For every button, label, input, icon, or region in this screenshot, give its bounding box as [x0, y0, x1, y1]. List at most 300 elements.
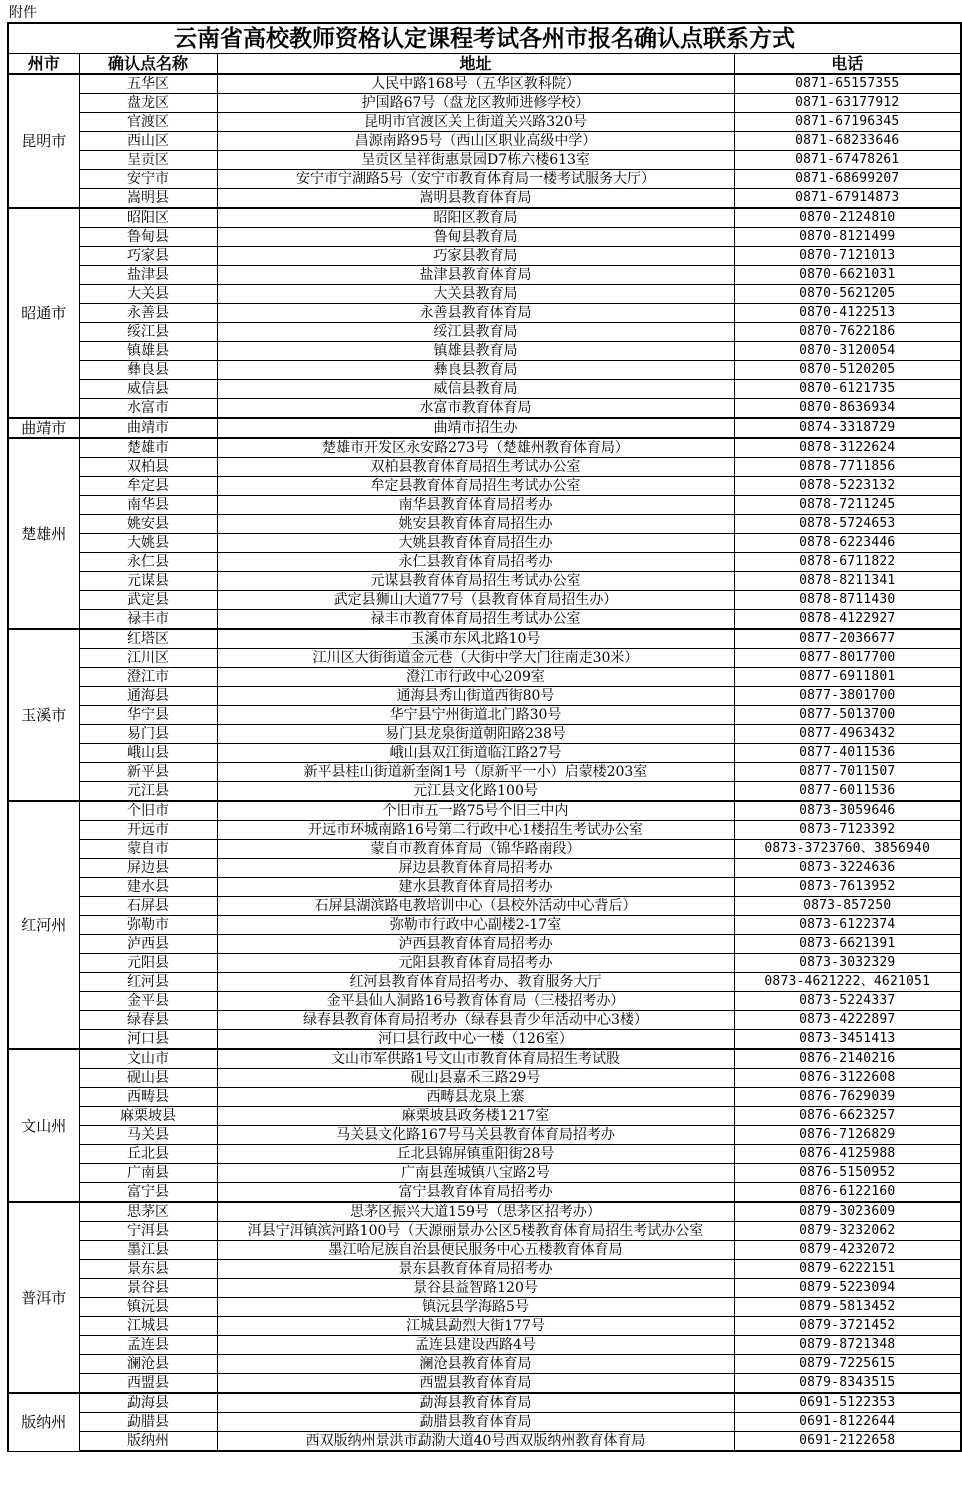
table-row: [8, 1126, 961, 1145]
phone-cell: 0876-3122608: [734, 1069, 961, 1088]
phone-cell: 0870-3120054: [734, 342, 961, 361]
phone-cell: 0873-4222897: [734, 1011, 961, 1030]
phone-cell: 0876-6122160: [734, 1183, 961, 1203]
table-row: [8, 228, 961, 247]
table-row: [8, 1049, 961, 1069]
header-city: 州市: [8, 54, 79, 75]
point-cell: 楚雄市: [79, 438, 217, 458]
contact-table: [7, 22, 962, 1452]
phone-cell: 0871-67196345: [734, 113, 961, 132]
phone-cell: 0878-7711856: [734, 458, 961, 477]
point-cell: 孟连县: [79, 1336, 217, 1355]
point-cell: 姚安县: [79, 515, 217, 534]
phone-cell: 0871-68233646: [734, 132, 961, 151]
point-cell: 马关县: [79, 1126, 217, 1145]
phone-cell: 0879-3232062: [734, 1222, 961, 1241]
point-cell: 广南县: [79, 1164, 217, 1183]
phone-cell: 0877-6011536: [734, 782, 961, 802]
address-cell: 马关县文化路167号马关县教育体育局招考办: [217, 1126, 734, 1145]
table-row: [8, 94, 961, 113]
table-row: [8, 304, 961, 323]
table-row: [8, 74, 961, 94]
phone-cell: 0879-7225615: [734, 1355, 961, 1374]
table-row: [8, 132, 961, 151]
phone-cell: 0871-67478261: [734, 151, 961, 170]
city-cell: 普洱市: [8, 1202, 79, 1393]
table-row: [8, 418, 961, 438]
phone-cell: 0878-6223446: [734, 534, 961, 553]
address-cell: 威信县教育局: [217, 380, 734, 399]
address-cell: 开远市环城南路16号第二行政中心1楼招生考试办公室: [217, 821, 734, 840]
address-cell: 通海县秀山街道西街80号: [217, 687, 734, 706]
header-point: 确认点名称: [79, 54, 217, 75]
phone-cell: 0877-7011507: [734, 763, 961, 782]
table-row: [8, 1088, 961, 1107]
table-row: [8, 1374, 961, 1394]
address-cell: 勐腊县教育体育局: [217, 1413, 734, 1432]
phone-cell: 0878-4122927: [734, 610, 961, 630]
phone-cell: 0870-8121499: [734, 228, 961, 247]
address-cell: 华宁县宁州街道北门路30号: [217, 706, 734, 725]
table-row: [8, 916, 961, 935]
point-cell: 勐海县: [79, 1393, 217, 1413]
phone-cell: 0877-2036677: [734, 629, 961, 649]
table-row: [8, 840, 961, 859]
address-cell: 南华县教育体育局招考办: [217, 496, 734, 515]
phone-cell: 0876-7126829: [734, 1126, 961, 1145]
address-cell: 盐津县教育体育局: [217, 266, 734, 285]
city-cell: 楚雄州: [8, 438, 79, 629]
phone-cell: 0877-8017700: [734, 649, 961, 668]
phone-cell: 0870-5120205: [734, 361, 961, 380]
table-row: [8, 361, 961, 380]
phone-cell: 0870-8636934: [734, 399, 961, 419]
table-row: [8, 649, 961, 668]
point-cell: 峨山县: [79, 744, 217, 763]
phone-cell: 0879-8343515: [734, 1374, 961, 1394]
address-cell: 巧家县教育局: [217, 247, 734, 266]
address-cell: 江川区大街街道金元巷（大街中学大门往南走30米）: [217, 649, 734, 668]
phone-cell: 0877-5013700: [734, 706, 961, 725]
city-cell: 曲靖市: [8, 418, 79, 438]
point-cell: 呈贡区: [79, 151, 217, 170]
point-cell: 西盟县: [79, 1374, 217, 1394]
header-row: [8, 54, 961, 75]
address-cell: 禄丰市教育体育局招生考试办公室: [217, 610, 734, 630]
point-cell: 蒙自市: [79, 840, 217, 859]
point-cell: 安宁市: [79, 170, 217, 189]
phone-cell: 0873-3059646: [734, 801, 961, 821]
point-cell: 大关县: [79, 285, 217, 304]
city-cell: 红河州: [8, 801, 79, 1049]
table-row: [8, 687, 961, 706]
address-cell: 武定县狮山大道77号（县教育体育局招生办）: [217, 591, 734, 610]
phone-cell: 0870-4122513: [734, 304, 961, 323]
table-row: [8, 1069, 961, 1088]
point-cell: 绥江县: [79, 323, 217, 342]
city-cell: 昆明市: [8, 74, 79, 208]
point-cell: 盘龙区: [79, 94, 217, 113]
phone-cell: 0877-4011536: [734, 744, 961, 763]
table-row: [8, 208, 961, 228]
header-address: 地址: [217, 54, 734, 75]
point-cell: 宁洱县: [79, 1222, 217, 1241]
address-cell: 昭阳区教育局: [217, 208, 734, 228]
phone-cell: 0873-7613952: [734, 878, 961, 897]
attachment-label: 附件: [9, 5, 37, 21]
phone-cell: 0873-4621222、4621051: [734, 973, 961, 992]
address-cell: 元江县文化路100号: [217, 782, 734, 802]
address-cell: 洱县宁洱镇滨河路100号（天源丽景办公区5楼教育体育局招生考试办公室: [217, 1222, 734, 1241]
table-row: [8, 1413, 961, 1432]
address-cell: 彝良县教育局: [217, 361, 734, 380]
address-cell: 西双版纳州景洪市勐泐大道40号西双版纳州教育体育局: [217, 1432, 734, 1452]
phone-cell: 0873-3224636: [734, 859, 961, 878]
table-row: [8, 458, 961, 477]
phone-cell: 0879-5223094: [734, 1279, 961, 1298]
table-row: [8, 706, 961, 725]
point-cell: 华宁县: [79, 706, 217, 725]
point-cell: 砚山县: [79, 1069, 217, 1088]
phone-cell: 0873-857250: [734, 897, 961, 916]
address-cell: 镇雄县教育局: [217, 342, 734, 361]
point-cell: 盐津县: [79, 266, 217, 285]
table-row: [8, 1298, 961, 1317]
point-cell: 版纳州: [79, 1432, 217, 1452]
phone-cell: 0873-3032329: [734, 954, 961, 973]
phone-cell: 0878-8711430: [734, 591, 961, 610]
point-cell: 富宁县: [79, 1183, 217, 1203]
table-row: [8, 935, 961, 954]
table-row: [8, 380, 961, 399]
address-cell: 江城县勐烈大街177号: [217, 1317, 734, 1336]
point-cell: 金平县: [79, 992, 217, 1011]
phone-cell: 0871-68699207: [734, 170, 961, 189]
point-cell: 通海县: [79, 687, 217, 706]
phone-cell: 0870-2124810: [734, 208, 961, 228]
table-row: [8, 170, 961, 189]
table-row: [8, 1279, 961, 1298]
city-cell: 文山州: [8, 1049, 79, 1202]
table-row: [8, 1260, 961, 1279]
address-cell: 墨江哈尼族自治县便民服务中心五楼教育体育局: [217, 1241, 734, 1260]
address-cell: 景东县教育体育局招考办: [217, 1260, 734, 1279]
phone-cell: 0879-6222151: [734, 1260, 961, 1279]
table-row: [8, 438, 961, 458]
table-row: [8, 763, 961, 782]
phone-cell: 0870-7121013: [734, 247, 961, 266]
address-cell: 人民中路168号（五华区教科院）: [217, 74, 734, 94]
point-cell: 易门县: [79, 725, 217, 744]
address-cell: 双柏县教育体育局招生考试办公室: [217, 458, 734, 477]
address-cell: 个旧市五一路75号个旧三中内: [217, 801, 734, 821]
table-row: [8, 859, 961, 878]
point-cell: 江城县: [79, 1317, 217, 1336]
table-row: [8, 973, 961, 992]
phone-cell: 0877-4963432: [734, 725, 961, 744]
table-row: [8, 1393, 961, 1413]
point-cell: 鲁甸县: [79, 228, 217, 247]
address-cell: 曲靖市招生办: [217, 418, 734, 438]
table-row: [8, 1432, 961, 1452]
address-cell: 元谋县教育体育局招生考试办公室: [217, 572, 734, 591]
point-cell: 澄江市: [79, 668, 217, 687]
phone-cell: 0876-7629039: [734, 1088, 961, 1107]
point-cell: 元阳县: [79, 954, 217, 973]
phone-cell: 0878-5724653: [734, 515, 961, 534]
phone-cell: 0871-65157355: [734, 74, 961, 94]
phone-cell: 0874-3318729: [734, 418, 961, 438]
address-cell: 昆明市官渡区关上街道关兴路320号: [217, 113, 734, 132]
city-cell: 昭通市: [8, 208, 79, 418]
address-cell: 楚雄市开发区永安路273号（楚雄州教育体育局）: [217, 438, 734, 458]
phone-cell: 0878-8211341: [734, 572, 961, 591]
point-cell: 景谷县: [79, 1279, 217, 1298]
table-row: [8, 553, 961, 572]
table-row: [8, 247, 961, 266]
address-cell: 嵩明县教育体育局: [217, 189, 734, 209]
phone-cell: 0879-5813452: [734, 1298, 961, 1317]
point-cell: 丘北县: [79, 1145, 217, 1164]
phone-cell: 0870-5621205: [734, 285, 961, 304]
point-cell: 嵩明县: [79, 189, 217, 209]
phone-cell: 0691-2122658: [734, 1432, 961, 1452]
table-row: [8, 1164, 961, 1183]
point-cell: 镇沅县: [79, 1298, 217, 1317]
point-cell: 昭阳区: [79, 208, 217, 228]
phone-cell: 0879-3023609: [734, 1202, 961, 1222]
address-cell: 水富市教育体育局: [217, 399, 734, 419]
address-cell: 金平县仙人洞路16号教育体育局（三楼招考办）: [217, 992, 734, 1011]
point-cell: 新平县: [79, 763, 217, 782]
address-cell: 昌源南路95号（西山区职业高级中学）: [217, 132, 734, 151]
point-cell: 镇雄县: [79, 342, 217, 361]
phone-cell: 0879-8721348: [734, 1336, 961, 1355]
table-row: [8, 744, 961, 763]
phone-cell: 0879-4232072: [734, 1241, 961, 1260]
address-cell: 安宁市宁湖路5号（安宁市教育体育局一楼考试服务大厅）: [217, 170, 734, 189]
table-row: [8, 668, 961, 687]
point-cell: 水富市: [79, 399, 217, 419]
point-cell: 牟定县: [79, 477, 217, 496]
point-cell: 屏边县: [79, 859, 217, 878]
point-cell: 彝良县: [79, 361, 217, 380]
point-cell: 双柏县: [79, 458, 217, 477]
address-cell: 澜沧县教育体育局: [217, 1355, 734, 1374]
table-row: [8, 189, 961, 209]
point-cell: 禄丰市: [79, 610, 217, 630]
point-cell: 建水县: [79, 878, 217, 897]
phone-cell: 0691-5122353: [734, 1393, 961, 1413]
phone-cell: 0870-6621031: [734, 266, 961, 285]
address-cell: 姚安县教育体育局招生办: [217, 515, 734, 534]
phone-cell: 0873-7123392: [734, 821, 961, 840]
address-cell: 绿春县教育体育局招考办（绿春县青少年活动中心3楼）: [217, 1011, 734, 1030]
header-phone: 电话: [734, 54, 961, 75]
phone-cell: 0878-3122624: [734, 438, 961, 458]
address-cell: 广南县莲城镇八宝路2号: [217, 1164, 734, 1183]
table-row: [8, 1355, 961, 1374]
phone-cell: 0876-6623257: [734, 1107, 961, 1126]
address-cell: 峨山县双江街道临江路27号: [217, 744, 734, 763]
table-row: [8, 323, 961, 342]
address-cell: 弥勒市行政中心副楼2-17室: [217, 916, 734, 935]
address-cell: 丘北县锦屏镇重阳街28号: [217, 1145, 734, 1164]
address-cell: 麻栗坡县政务楼1217室: [217, 1107, 734, 1126]
table-row: [8, 878, 961, 897]
table-title: 云南省高校教师资格认定课程考试各州市报名确认点联系方式: [8, 23, 961, 54]
table-row: [8, 1241, 961, 1260]
point-cell: 南华县: [79, 496, 217, 515]
point-cell: 绿春县: [79, 1011, 217, 1030]
phone-cell: 0870-7622186: [734, 323, 961, 342]
table-row: [8, 1317, 961, 1336]
phone-cell: 0877-6911801: [734, 668, 961, 687]
point-cell: 巧家县: [79, 247, 217, 266]
table-row: [8, 515, 961, 534]
point-cell: 元江县: [79, 782, 217, 802]
table-row: [8, 534, 961, 553]
address-cell: 易门县龙泉街道朝阳路238号: [217, 725, 734, 744]
phone-cell: 0691-8122644: [734, 1413, 961, 1432]
address-cell: 永善县教育体育局: [217, 304, 734, 323]
city-cell: 版纳州: [8, 1393, 79, 1451]
address-cell: 大关县教育局: [217, 285, 734, 304]
table-row: [8, 821, 961, 840]
address-cell: 石屏县湖滨路电教培训中心（县校外活动中心背后）: [217, 897, 734, 916]
address-cell: 呈贡区呈祥街惠景园D7栋六楼613室: [217, 151, 734, 170]
table-row: [8, 782, 961, 802]
point-cell: 石屏县: [79, 897, 217, 916]
address-cell: 护国路67号（盘龙区教师进修学校）: [217, 94, 734, 113]
phone-cell: 0878-6711822: [734, 553, 961, 572]
phone-cell: 0871-67914873: [734, 189, 961, 209]
phone-cell: 0878-7211245: [734, 496, 961, 515]
point-cell: 弥勒市: [79, 916, 217, 935]
address-cell: 玉溪市东风北路10号: [217, 629, 734, 649]
phone-cell: 0871-63177912: [734, 94, 961, 113]
table-row: [8, 399, 961, 419]
address-cell: 蒙自市教育体育局（锦华路南段）: [217, 840, 734, 859]
point-cell: 大姚县: [79, 534, 217, 553]
address-cell: 富宁县教育体育局招考办: [217, 1183, 734, 1203]
address-cell: 红河县教育体育局招考办、教育服务大厅: [217, 973, 734, 992]
phone-cell: 0873-6122374: [734, 916, 961, 935]
table-row: [8, 1336, 961, 1355]
point-cell: 麻栗坡县: [79, 1107, 217, 1126]
table-row: [8, 496, 961, 515]
table-row: [8, 1107, 961, 1126]
point-cell: 曲靖市: [79, 418, 217, 438]
point-cell: 红塔区: [79, 629, 217, 649]
address-cell: 鲁甸县教育局: [217, 228, 734, 247]
point-cell: 文山市: [79, 1049, 217, 1069]
point-cell: 西畴县: [79, 1088, 217, 1107]
address-cell: 大姚县教育体育局招生办: [217, 534, 734, 553]
point-cell: 永仁县: [79, 553, 217, 572]
table-row: [8, 954, 961, 973]
table-row: [8, 591, 961, 610]
address-cell: 新平县桂山街道新奎阁1号（原新平一小）启蒙楼203室: [217, 763, 734, 782]
address-cell: 元阳县教育体育局招考办: [217, 954, 734, 973]
address-cell: 勐海县教育体育局: [217, 1393, 734, 1413]
address-cell: 砚山县嘉禾三路29号: [217, 1069, 734, 1088]
point-cell: 西山区: [79, 132, 217, 151]
point-cell: 思茅区: [79, 1202, 217, 1222]
table-row: [8, 1222, 961, 1241]
point-cell: 开远市: [79, 821, 217, 840]
phone-cell: 0873-5224337: [734, 992, 961, 1011]
table-row: [8, 151, 961, 170]
table-row: [8, 801, 961, 821]
table-row: [8, 1030, 961, 1050]
address-cell: 牟定县教育体育局招生考试办公室: [217, 477, 734, 496]
point-cell: 永善县: [79, 304, 217, 323]
point-cell: 武定县: [79, 591, 217, 610]
table-row: [8, 113, 961, 132]
table-row: [8, 629, 961, 649]
table-row: [8, 610, 961, 630]
phone-cell: 0870-6121735: [734, 380, 961, 399]
point-cell: 五华区: [79, 74, 217, 94]
point-cell: 河口县: [79, 1030, 217, 1050]
table-row: [8, 1183, 961, 1203]
point-cell: 红河县: [79, 973, 217, 992]
address-cell: 泸西县教育体育局招考办: [217, 935, 734, 954]
phone-cell: 0876-4125988: [734, 1145, 961, 1164]
point-cell: 个旧市: [79, 801, 217, 821]
point-cell: 墨江县: [79, 1241, 217, 1260]
phone-cell: 0878-5223132: [734, 477, 961, 496]
table-row: [8, 477, 961, 496]
city-cell: 玉溪市: [8, 629, 79, 801]
point-cell: 江川区: [79, 649, 217, 668]
phone-cell: 0876-5150952: [734, 1164, 961, 1183]
table-row: [8, 725, 961, 744]
address-cell: 景谷县益智路120号: [217, 1279, 734, 1298]
address-cell: 永仁县教育体育局招考办: [217, 553, 734, 572]
point-cell: 威信县: [79, 380, 217, 399]
phone-cell: 0873-3723760、3856940: [734, 840, 961, 859]
phone-cell: 0873-3451413: [734, 1030, 961, 1050]
table-row: [8, 1011, 961, 1030]
phone-cell: 0877-3801700: [734, 687, 961, 706]
table-row: [8, 572, 961, 591]
table-row: [8, 1202, 961, 1222]
address-cell: 孟连县建设西路4号: [217, 1336, 734, 1355]
table-row: [8, 285, 961, 304]
address-cell: 文山市军供路1号文山市教育体育局招生考试股: [217, 1049, 734, 1069]
address-cell: 绥江县教育局: [217, 323, 734, 342]
table-row: [8, 897, 961, 916]
point-cell: 元谋县: [79, 572, 217, 591]
table-row: [8, 266, 961, 285]
title-row: [8, 23, 961, 54]
table-row: [8, 1145, 961, 1164]
address-cell: 镇沅县学海路5号: [217, 1298, 734, 1317]
address-cell: 澄江市行政中心209室: [217, 668, 734, 687]
table-row: [8, 342, 961, 361]
address-cell: 屏边县教育体育局招考办: [217, 859, 734, 878]
table-row: [8, 992, 961, 1011]
point-cell: 景东县: [79, 1260, 217, 1279]
address-cell: 思茅区振兴大道159号（思茅区招考办）: [217, 1202, 734, 1222]
phone-cell: 0879-3721452: [734, 1317, 961, 1336]
address-cell: 西畴县龙泉上寨: [217, 1088, 734, 1107]
phone-cell: 0873-6621391: [734, 935, 961, 954]
phone-cell: 0876-2140216: [734, 1049, 961, 1069]
point-cell: 官渡区: [79, 113, 217, 132]
